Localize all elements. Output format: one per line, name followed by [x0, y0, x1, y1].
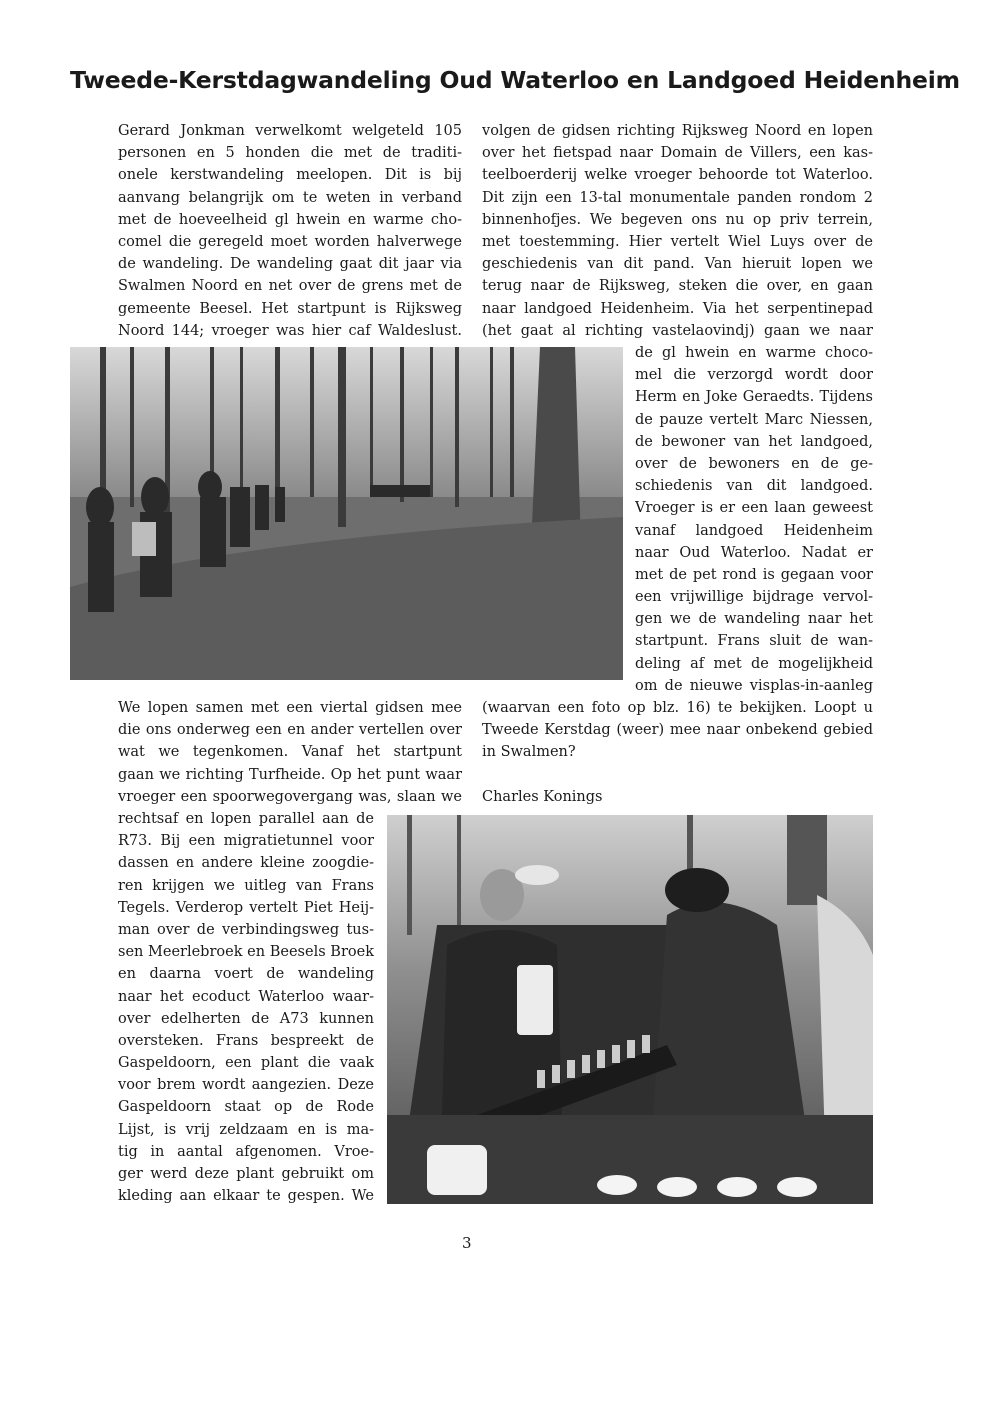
text-line: vanaf landgoed Heidenheim	[635, 522, 873, 539]
text-line: terug naar de Rijksweg, steken die over, en gaan	[482, 278, 873, 295]
text-line: sen Meerlebroek en Beesels Broek	[118, 944, 374, 961]
text-line: ger werd deze plant gebruikt om	[118, 1166, 374, 1182]
text-line: Tweede Kerstdag (weer) mee naar onbekend gebied	[482, 722, 873, 739]
text-line: dassen en andere kleine zoogdie-	[118, 855, 374, 872]
text-line: rechtsaf en lopen parallel aan de	[118, 811, 374, 827]
text-line: met de pet rond is gegaan voor	[635, 566, 873, 583]
text-line: volgen de gidsen richting Rijksweg Noord en lopen	[482, 123, 873, 139]
text-line: oversteken. Frans bespreekt de	[118, 1032, 374, 1049]
text-line: Swalmen Noord en net over de grens met de	[118, 278, 462, 295]
text-line: de bewoner van het landgoed,	[635, 433, 873, 450]
text-line: man over de verbindingsweg tus-	[118, 921, 374, 938]
text-line: de gl hwein en warme choco-	[635, 345, 873, 361]
text-line: Herm en Joke Geraedts. Tijdens	[635, 389, 873, 406]
text-line: Noord 144; vroeger was hier caf Waldeslust.	[118, 322, 462, 339]
text-line: Tegels. Verderop vertelt Piet Heij-	[118, 899, 374, 916]
text-line: met de hoeveelheid gl hwein en warme cho-	[118, 211, 462, 228]
page-number: 3	[462, 1234, 472, 1252]
text-line: R73. Bij een migratietunnel voor	[118, 833, 374, 850]
text-line: Gaspeldoorn, een plant die vaak	[118, 1055, 374, 1072]
text-line: deling af met de mogelijkheid	[635, 655, 873, 672]
text-line: over het fietspad naar Domain de Villers, een kas-	[482, 145, 873, 162]
column-1-intro	[118, 120, 462, 342]
text-line: aanvang belangrijk om te weten in verband	[118, 189, 462, 206]
text-line: (het gaat al richting vastelaovindj) gaan we naar	[482, 322, 873, 339]
text-line: kleding aan elkaar te gespen. We	[118, 1188, 374, 1205]
text-line: startpunt. Frans sluit de wan-	[635, 633, 873, 650]
text-line: een vrijwillige bijdrage vervol-	[635, 589, 873, 606]
text-line: Gerard Jonkman verwelkomt welgeteld 105	[118, 123, 462, 139]
text-line: comel die geregeld moet worden halverwege	[118, 233, 462, 250]
text-line: gen we de wandeling naar het	[635, 611, 873, 628]
text-line: Gaspeldoorn staat op de Rode	[118, 1099, 374, 1116]
column-1-middle	[118, 697, 462, 808]
text-line: over de bewoners en de ge-	[635, 455, 873, 472]
author-signature: Charles Konings	[482, 789, 603, 805]
text-line: over edelherten de A73 kunnen	[118, 1010, 374, 1027]
column-2-intro	[482, 120, 873, 342]
column-2-beside-photo	[635, 342, 873, 697]
text-line: naar Oud Waterloo. Nadat er	[635, 544, 873, 561]
text-line: die ons onderweg een en ander vertellen over	[118, 722, 462, 739]
column-1-beside-photo	[118, 808, 374, 1207]
text-line: gaan we richting Turfheide. Op het punt waar	[118, 766, 462, 783]
text-line: schiedenis van dit landgoed.	[635, 478, 873, 495]
column-2-closing	[482, 697, 873, 764]
text-line: vroeger een spoorwegovergang was, slaan we	[118, 788, 462, 805]
text-line: ren krijgen we uitleg van Frans	[118, 877, 374, 894]
refreshment-table-photo	[387, 815, 873, 1204]
forest-walk-photo	[70, 347, 623, 680]
text-line: wat we tegenkomen. Vanaf het startpunt	[118, 744, 462, 761]
text-line: tig in aantal afgenomen. Vroe-	[118, 1143, 374, 1160]
text-line: binnenhofjes. We begeven ons nu op priv terrein,	[482, 211, 873, 228]
text-line: naar het ecoduct Waterloo waar-	[118, 988, 374, 1005]
text-line: We lopen samen met een viertal gidsen mee	[118, 700, 462, 716]
text-line: (waarvan een foto op blz. 16) te bekijken. Loopt u	[482, 700, 873, 716]
text-line: naar landgoed Heidenheim. Via het serpentinepad	[482, 300, 873, 317]
text-line: Dit zijn een 13-tal monumentale panden rondom 2	[482, 189, 873, 206]
text-line: Lijst, is vrij zeldzaam en is ma-	[118, 1121, 374, 1138]
text-line: in Swalmen?	[482, 744, 576, 761]
text-line: Vroeger is er een laan geweest	[635, 500, 873, 517]
text-line: de wandeling. De wandeling gaat dit jaar via	[118, 256, 462, 273]
text-line: en daarna voert de wandeling	[118, 966, 374, 983]
text-line: de pauze vertelt Marc Niessen,	[635, 411, 873, 428]
text-line: gemeente Beesel. Het startpunt is Rijksweg	[118, 300, 462, 317]
text-line: mel die verzorgd wordt door	[635, 367, 873, 384]
text-line: personen en 5 honden die met de traditi-	[118, 145, 462, 162]
text-line: om de nieuwe visplas-in-aanleg	[635, 677, 873, 694]
text-line: voor brem wordt aangezien. Deze	[118, 1077, 374, 1094]
text-line: teelboerderij welke vroeger behoorde tot Waterloo.	[482, 167, 873, 184]
text-line: met toestemming. Hier vertelt Wiel Luys over de	[482, 233, 873, 250]
text-line: geschiedenis van dit pand. Van hieruit lopen we	[482, 256, 873, 273]
article-title: Tweede-Kerstdagwandeling Oud Waterloo en Landgoed Heidenheim	[70, 66, 960, 94]
text-line: onele kerstwandeling meelopen. Dit is bij	[118, 167, 462, 184]
